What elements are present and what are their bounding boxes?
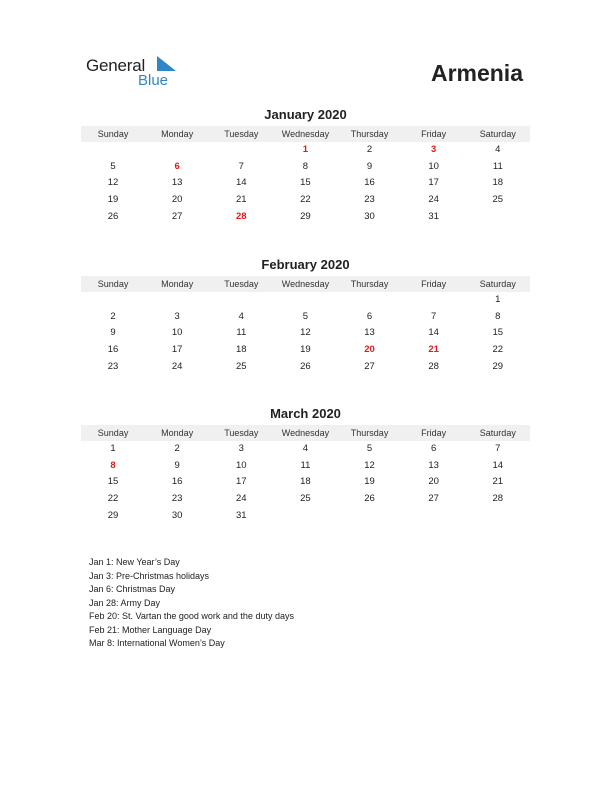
day-cell: 15 [300, 177, 311, 189]
day-cell: 27 [428, 493, 439, 505]
day-cell: 8 [110, 459, 116, 471]
weekday-label: Friday [421, 279, 447, 289]
week-row [81, 359, 530, 376]
logo-word-general: General [86, 56, 146, 75]
day-cell: 23 [171, 493, 183, 505]
weekday-label: Tuesday [224, 428, 259, 438]
empty-day-cell [209, 142, 273, 159]
day-cell: 4 [238, 310, 244, 322]
weekday-label: Tuesday [224, 279, 259, 289]
day-cell: 17 [236, 476, 247, 488]
weekday-label: Friday [421, 129, 447, 139]
empty-day-cell [273, 292, 337, 309]
weekday-label: Thursday [350, 279, 389, 289]
weekday-label: Monday [161, 129, 194, 139]
day-cell: 26 [300, 360, 311, 372]
logo-word-blue: Blue [138, 72, 169, 89]
week-row [81, 192, 530, 209]
empty-day-cell [209, 292, 273, 309]
week-row [81, 325, 530, 342]
day-cell: 16 [364, 177, 375, 189]
day-cell: 25 [492, 194, 504, 206]
day-cell: 9 [110, 327, 116, 339]
day-cell: 29 [107, 509, 119, 521]
empty-day-cell [466, 209, 530, 226]
day-cell: 17 [171, 344, 183, 356]
holiday-item: Feb 20: St. Vartan the good work and the duty days [89, 611, 294, 621]
holiday-item: Feb 21: Mother Language Day [89, 624, 212, 635]
holiday-item: Jan 6: Christmas Day [89, 584, 176, 594]
weekday-label: Wednesday [281, 428, 330, 438]
day-cell: 27 [171, 210, 183, 222]
empty-day-cell [402, 292, 466, 309]
day-cell: 5 [302, 310, 309, 322]
day-cell: 7 [238, 160, 244, 172]
day-cell: 3 [174, 310, 180, 322]
day-cell: 30 [171, 509, 183, 521]
weekday-label: Saturday [479, 129, 516, 139]
day-cell: 24 [428, 194, 439, 206]
day-cell: 11 [492, 160, 503, 172]
day-cell: 29 [300, 210, 311, 222]
empty-day-cell [338, 508, 402, 525]
week-row [81, 209, 530, 226]
day-cell: 18 [492, 177, 504, 189]
day-cell: 8 [495, 310, 501, 322]
day-cell: 12 [300, 327, 311, 339]
day-cell: 4 [495, 144, 501, 155]
day-cell: 1 [495, 294, 501, 305]
day-cell: 15 [492, 327, 504, 339]
day-cell: 28 [236, 210, 247, 222]
day-cell: 7 [431, 310, 437, 322]
day-cell: 6 [174, 160, 180, 172]
day-cell: 8 [302, 160, 309, 172]
day-cell: 24 [236, 493, 247, 505]
day-cell: 22 [300, 194, 311, 206]
day-cell: 6 [366, 310, 373, 322]
holiday-item: Jan 28: Army Day [89, 597, 161, 608]
logo-triangle-icon [157, 56, 177, 72]
day-cell: 6 [431, 443, 437, 454]
day-cell: 14 [236, 177, 247, 189]
holiday-item: Jan 1: New Year’s Day [89, 557, 180, 567]
day-cell: 11 [236, 327, 247, 339]
brand-logo [86, 56, 186, 92]
weekday-label: Saturday [479, 428, 516, 438]
weekday-label: Friday [421, 428, 447, 438]
empty-day-cell [273, 508, 337, 525]
empty-day-cell [466, 508, 530, 525]
week-row [81, 175, 530, 192]
day-cell: 20 [364, 344, 375, 356]
weekday-label: Saturday [479, 279, 516, 289]
day-cell: 15 [107, 476, 119, 488]
weekday-header [81, 126, 530, 142]
week-row [81, 292, 530, 309]
weekday-label: Wednesday [281, 129, 330, 139]
week-row [81, 342, 530, 359]
day-cell: 29 [492, 360, 504, 372]
day-cell: 9 [174, 459, 180, 471]
day-cell: 4 [302, 443, 309, 454]
month-calendar [81, 406, 530, 524]
day-cell: 22 [107, 493, 119, 505]
weekday-label: Monday [161, 279, 194, 289]
day-cell: 19 [107, 194, 119, 206]
country-title: Armenia [430, 60, 523, 86]
day-cell: 3 [431, 144, 437, 155]
day-cell: 28 [492, 493, 504, 505]
day-cell: 31 [236, 509, 247, 521]
weekday-header [81, 425, 530, 441]
holiday-item: Jan 3: Pre-Christmas holidays [89, 570, 210, 581]
week-row [81, 491, 530, 508]
day-cell: 1 [302, 144, 309, 155]
day-cell: 31 [428, 210, 439, 222]
day-cell: 26 [364, 493, 375, 505]
day-cell: 2 [366, 144, 373, 155]
empty-day-cell [402, 508, 466, 525]
day-cell: 1 [110, 443, 116, 454]
day-cell: 2 [110, 310, 116, 322]
day-cell: 27 [364, 360, 375, 372]
day-cell: 12 [107, 177, 119, 189]
holiday-list [89, 556, 294, 651]
day-cell: 24 [171, 360, 183, 372]
month-title: January 2020 [264, 107, 347, 122]
empty-day-cell [145, 292, 209, 309]
day-cell: 16 [171, 476, 183, 488]
weekday-label: Sunday [97, 279, 129, 289]
weekday-header [81, 276, 530, 292]
week-row [81, 142, 530, 159]
day-cell: 22 [492, 344, 504, 356]
month-title: February 2020 [261, 257, 350, 272]
week-row [81, 309, 530, 326]
day-cell: 3 [238, 443, 244, 454]
day-cell: 2 [174, 443, 180, 454]
day-cell: 21 [428, 344, 439, 356]
day-cell: 21 [236, 194, 247, 206]
week-row [81, 441, 530, 458]
weekday-label: Wednesday [281, 279, 330, 289]
day-cell: 14 [492, 459, 504, 471]
week-row [81, 458, 530, 475]
weekday-label: Sunday [97, 129, 129, 139]
weekday-label: Thursday [350, 129, 389, 139]
empty-day-cell [338, 292, 402, 309]
day-cell: 10 [428, 160, 439, 172]
weekday-label: Thursday [350, 428, 389, 438]
day-cell: 25 [300, 493, 311, 505]
empty-day-cell [145, 142, 209, 159]
day-cell: 14 [428, 327, 439, 339]
day-cell: 10 [236, 459, 247, 471]
month-calendar [81, 107, 530, 225]
day-cell: 21 [492, 476, 504, 488]
day-cell: 13 [428, 459, 439, 471]
month-calendar [81, 257, 530, 375]
week-row [81, 508, 530, 525]
day-cell: 19 [300, 344, 311, 356]
holiday-item: Mar 8: International Women’s Day [89, 638, 225, 648]
day-cell: 16 [107, 344, 119, 356]
day-cell: 20 [428, 476, 439, 488]
day-cell: 26 [107, 210, 119, 222]
day-cell: 13 [171, 177, 183, 189]
weekday-label: Tuesday [224, 129, 259, 139]
day-cell: 19 [364, 476, 375, 488]
empty-day-cell [81, 292, 145, 309]
day-cell: 11 [300, 459, 311, 471]
day-cell: 13 [364, 327, 375, 339]
weekday-label: Monday [161, 428, 194, 438]
day-cell: 12 [364, 459, 375, 471]
month-title: March 2020 [270, 406, 341, 421]
weekday-label: Sunday [97, 428, 129, 438]
day-cell: 25 [236, 360, 247, 372]
day-cell: 28 [428, 360, 439, 372]
day-cell: 23 [364, 194, 375, 206]
day-cell: 20 [171, 194, 183, 206]
day-cell: 17 [428, 177, 439, 189]
day-cell: 5 [110, 160, 116, 172]
day-cell: 7 [495, 443, 501, 454]
day-cell: 30 [364, 210, 375, 222]
day-cell: 10 [171, 327, 183, 339]
day-cell: 18 [236, 344, 247, 356]
day-cell: 18 [300, 476, 311, 488]
day-cell: 9 [366, 160, 373, 172]
day-cell: 23 [107, 360, 119, 372]
day-cell: 5 [366, 443, 373, 454]
empty-day-cell [81, 142, 145, 159]
week-row [81, 474, 530, 491]
week-row [81, 159, 530, 176]
